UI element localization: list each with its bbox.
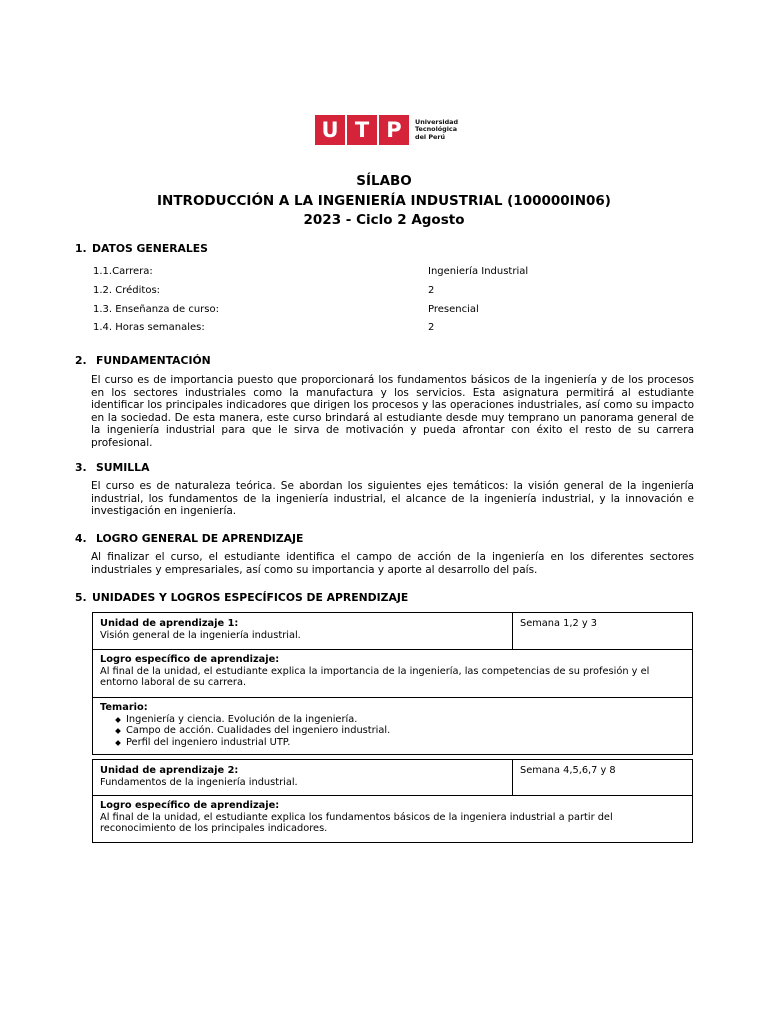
logo-text-line: Universidad: [415, 117, 459, 126]
datos-value-horas: 2: [428, 322, 435, 333]
unit-name: Visión general de la ingeniería industrial.: [100, 629, 301, 641]
section-title: UNIDADES Y LOGROS ESPECÍFICOS DE APRENDIZAJE: [92, 591, 409, 604]
section-number: 2.: [75, 354, 87, 367]
unit-table-1: [92, 612, 693, 755]
datos-label-ensenanza: 1.3. Enseñanza de curso:: [93, 304, 219, 315]
datos-label-creditos: 1.2. Créditos:: [93, 285, 161, 296]
unit-name: Fundamentos de la ingeniería industrial.: [100, 776, 298, 788]
logo-letter-p: P: [379, 115, 409, 145]
section-title: SUMILLA: [96, 461, 150, 474]
datos-label-carrera: 1.1.Carrera:: [93, 266, 153, 277]
unit-header-row: [93, 760, 692, 795]
list-item: Campo de acción. Cualidades del ingeniero industrial.: [114, 725, 685, 737]
unit-label: Unidad de aprendizaje 1:: [100, 618, 239, 629]
section-heading-logro-general: [75, 532, 303, 545]
logo-letter-t: T: [347, 115, 377, 145]
unit-cell: [93, 613, 513, 649]
unit-cell: [93, 760, 513, 795]
sumilla-paragraph: El curso es de naturaleza teórica. Se abordan los siguientes ejes temáticos: la visión general de la ingeniería industrial, los fundamentos de la ingeniería industrial, el alcance de la ingeniería industrial, y la innovación e investigación en ingeniería.: [91, 480, 694, 518]
section-title: FUNDAMENTACIÓN: [96, 354, 211, 367]
section-title: LOGRO GENERAL DE APRENDIZAJE: [96, 532, 304, 545]
section-heading-fundamentacion: [75, 354, 211, 367]
temario-label: Temario:: [100, 702, 148, 713]
datos-value-creditos: 2: [428, 285, 435, 296]
section-number: 5.: [75, 591, 87, 604]
section-number: 4.: [75, 532, 87, 545]
course-title: INTRODUCCIÓN A LA INGENIERÍA INDUSTRIAL (100000IN06): [157, 192, 611, 209]
section-heading-sumilla: [75, 461, 149, 474]
section-title: DATOS GENERALES: [92, 242, 208, 255]
document-title-block: [0, 172, 768, 231]
datos-label-horas: 1.4. Horas semanales:: [93, 322, 205, 333]
temario-row: [93, 697, 692, 754]
logro-especifico-label: Logro específico de aprendizaje:: [100, 800, 280, 811]
section-number: 3.: [75, 461, 87, 474]
unit-weeks: Semana 4,5,6,7 y 8: [520, 765, 616, 776]
unit-weeks: Semana 1,2 y 3: [520, 618, 597, 629]
list-item: Ingeniería y ciencia. Evolución de la ingeniería.: [114, 714, 685, 726]
logo-text-line: del Perú: [415, 132, 446, 141]
logro-especifico-row: [93, 795, 692, 842]
unit-label: Unidad de aprendizaje 2:: [100, 765, 239, 776]
logro-general-paragraph: Al finalizar el curso, el estudiante identifica el campo de acción de la ingeniería en los diferentes sectores industriales y empresariales, así como su importancia y aporte al desarrollo del país.: [91, 551, 694, 576]
section-heading-datos-generales: [75, 242, 208, 255]
logo-university-name: [415, 119, 458, 141]
datos-value-ensenanza: Presencial: [428, 304, 479, 315]
datos-value-carrera: Ingeniería Industrial: [428, 266, 529, 277]
fundamentacion-paragraph: El curso es de importancia puesto que proporcionará los fundamentos básicos de la ingeniería y de los procesos en los sectores industriales como la manufactura y los servicios. Esta asignatura permitirá al estudiante identificar los principales indicadores que dirigen los procesos y las operaciones industriales, así como su impacto en la sociedad. De esta manera, este curso brindará al estudiante desde muy temprano un panorama general de la ingeniería industrial para que le sirva de motivación y pueda afrontar con éxito el resto de su carrera profesional.: [91, 374, 694, 449]
unit-table-2: [92, 759, 693, 843]
section-heading-unidades: [75, 591, 408, 604]
temario-list: [100, 714, 685, 749]
logro-especifico-text: Al final de la unidad, el estudiante explica la importancia de la ingeniería, las competencias de su profesión y el entorno laboral de su carrera.: [100, 665, 650, 689]
logro-especifico-text: Al final de la unidad, el estudiante explica los fundamentos básicos de la ingeniera industrial a partir del reconocimiento de los principales indicadores.: [100, 811, 613, 835]
section-number: 1.: [75, 242, 87, 255]
document-type-title: SÍLABO: [356, 173, 412, 189]
logro-especifico-row: [93, 649, 692, 697]
unit-header-row: [93, 613, 692, 649]
logo-text-line: Tecnológica: [415, 125, 458, 134]
utp-logo: [315, 115, 458, 145]
logo-letter-u: U: [315, 115, 345, 145]
logro-especifico-label: Logro específico de aprendizaje:: [100, 654, 280, 665]
list-item: Perfil del ingeniero industrial UTP.: [114, 737, 685, 749]
course-period: 2023 - Ciclo 2 Agosto: [303, 212, 465, 228]
